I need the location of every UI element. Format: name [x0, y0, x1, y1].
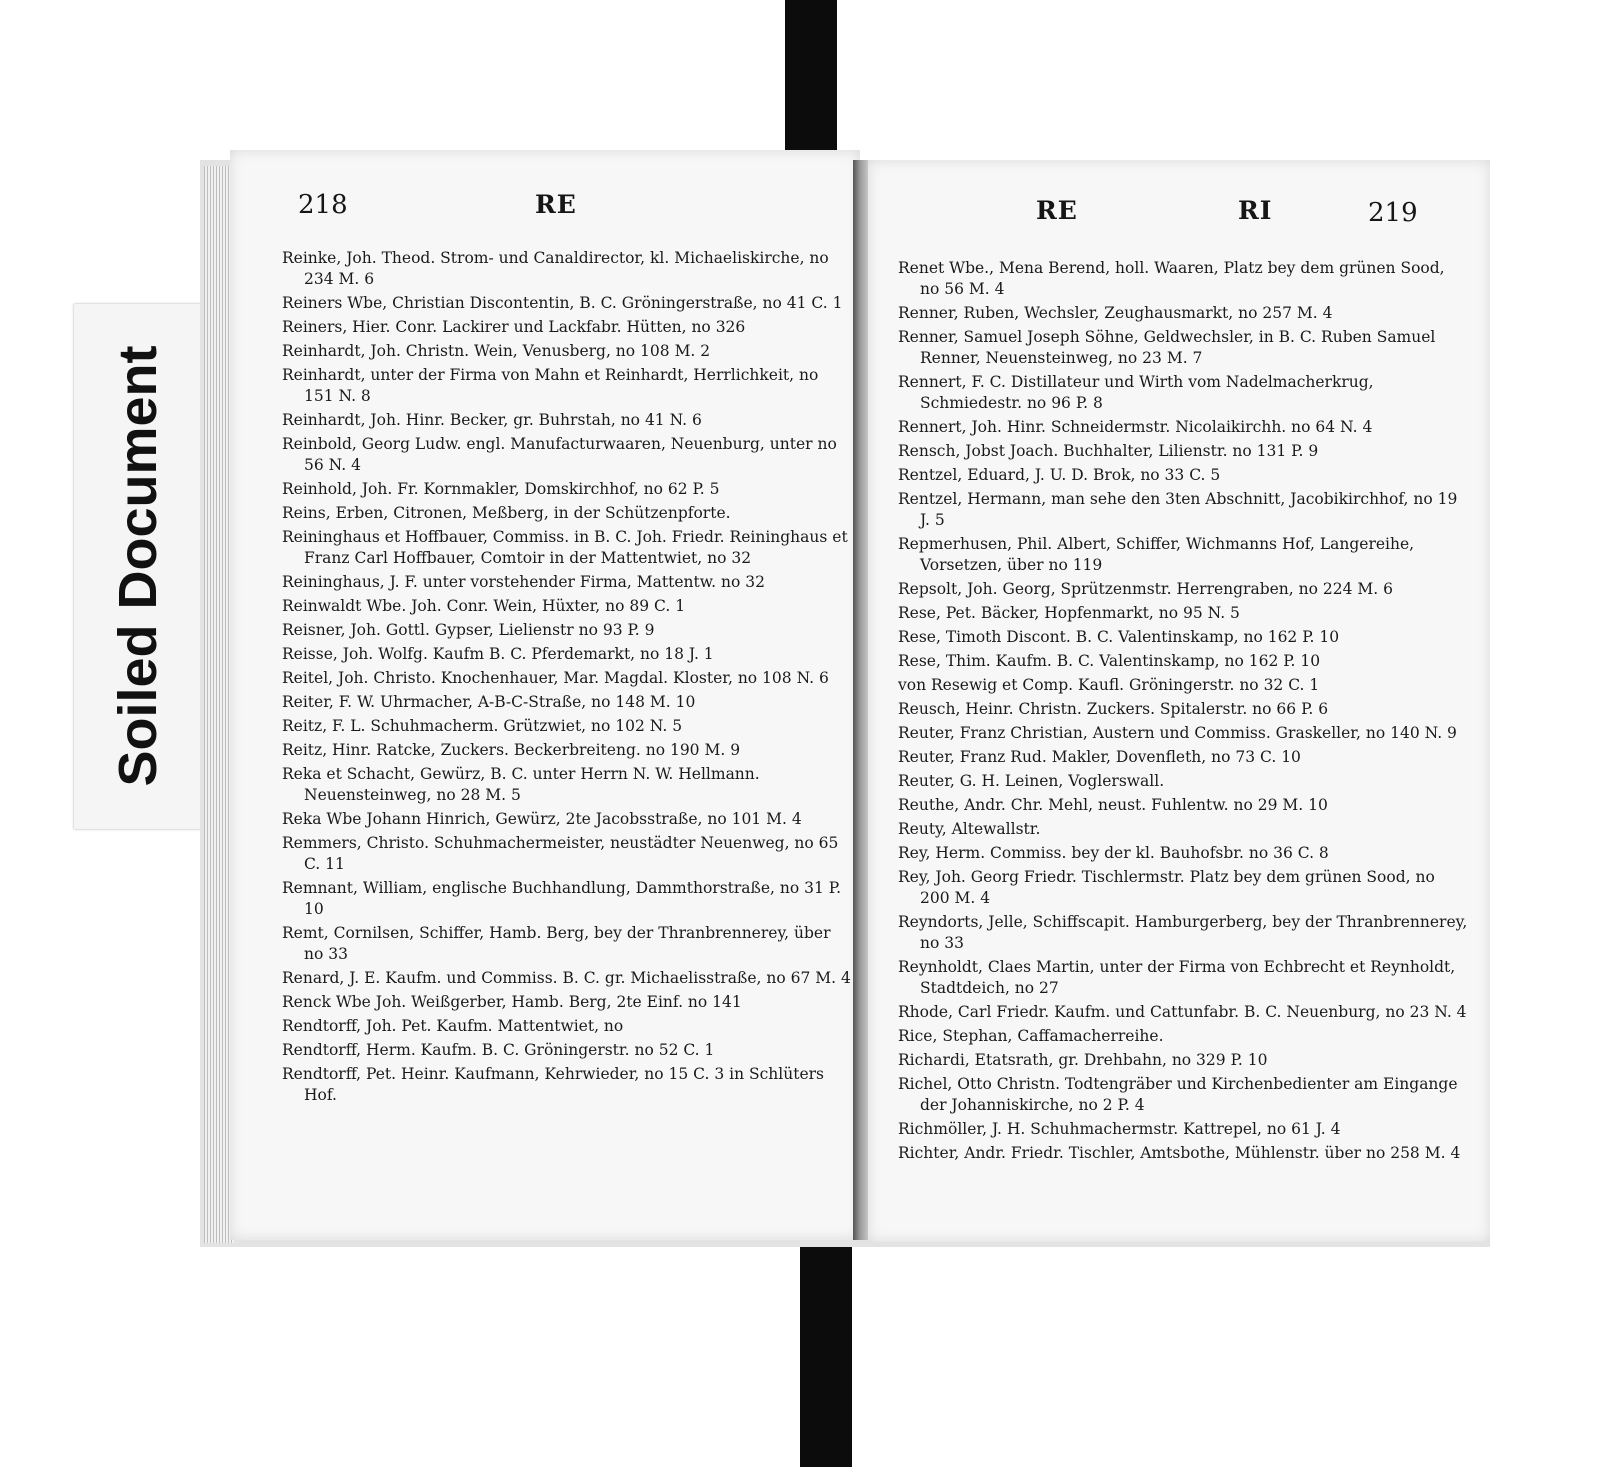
directory-entry: Remt, Cornilsen, Schiffer, Hamb. Berg, bey der Thranbrennerey, über no 33 — [282, 924, 831, 963]
directory-entry: Reitz, F. L. Schuhmacherm. Grützwiet, no 102 N. 5 — [282, 717, 683, 735]
directory-entry: Rese, Pet. Bäcker, Hopfenmarkt, no 95 N. 5 — [898, 604, 1240, 622]
directory-entry: Reka et Schacht, Gewürz, B. C. unter Herrn N. W. Hellmann. Neuensteinweg, no 28 M. 5 — [282, 765, 760, 804]
directory-entry: Reiners Wbe, Christian Discontentin, B. C. Gröningerstraße, no 41 C. 1 — [282, 294, 843, 312]
page-header-right-left: RE — [1036, 196, 1078, 225]
binding-strip-bottom — [800, 1222, 852, 1467]
directory-entry: Rennert, Joh. Hinr. Schneidermstr. Nicolaikirchh. no 64 N. 4 — [898, 418, 1373, 436]
directory-entry: Reuthe, Andr. Chr. Mehl, neust. Fuhlentw. no 29 M. 10 — [898, 796, 1328, 814]
directory-entry: Reuter, G. H. Leinen, Voglerswall. — [898, 772, 1165, 790]
directory-entry: Renet Wbe., Mena Berend, holl. Waaren, Platz bey dem grünen Sood, no 56 M. 4 — [898, 259, 1445, 298]
left-page — [230, 150, 860, 1240]
document-tag-label: Soiled Document — [108, 345, 168, 787]
directory-entry: Reiter, F. W. Uhrmacher, A-B-C-Straße, no 148 M. 10 — [282, 693, 696, 711]
directory-entry: Reinwaldt Wbe. Joh. Conr. Wein, Hüxter, no 89 C. 1 — [282, 597, 686, 615]
directory-entry: Reininghaus, J. F. unter vorstehender Firma, Mattentw. no 32 — [282, 573, 765, 591]
directory-entry: Reininghaus et Hoffbauer, Commiss. in B. C. Joh. Friedr. Reininghaus et Franz Carl Hoffbauer, Comtoir in der Mattentwiet, no 32 — [282, 528, 848, 567]
entry-list-left — [282, 248, 852, 1109]
directory-entry: Richardi, Etatsrath, gr. Drehbahn, no 329 P. 10 — [898, 1051, 1268, 1069]
entry-list-right — [898, 258, 1468, 1167]
directory-entry: Rentzel, Hermann, man sehe den 3ten Abschnitt, Jacobikirchhof, no 19 J. 5 — [898, 490, 1458, 529]
directory-entry: Renner, Ruben, Wechsler, Zeughausmarkt, no 257 M. 4 — [898, 304, 1333, 322]
directory-entry: Reisse, Joh. Wolfg. Kaufm B. C. Pferdemarkt, no 18 J. 1 — [282, 645, 714, 663]
directory-entry: Rendtorff, Herm. Kaufm. B. C. Gröningerstr. no 52 C. 1 — [282, 1041, 715, 1059]
directory-entry: Reynholdt, Claes Martin, unter der Firma von Echbrecht et Reynholdt, Stadtdeich, no 27 — [898, 958, 1456, 997]
directory-entry: Repmerhusen, Phil. Albert, Schiffer, Wichmanns Hof, Langereihe, Vorsetzen, über no 119 — [898, 535, 1415, 574]
directory-entry: Rendtorff, Joh. Pet. Kaufm. Mattentwiet, no — [282, 1017, 624, 1035]
directory-entry: Renck Wbe Joh. Weißgerber, Hamb. Berg, 2te Einf. no 141 — [282, 993, 742, 1011]
directory-entry: Rhode, Carl Friedr. Kaufm. und Cattunfabr. B. C. Neuenburg, no 23 N. 4 — [898, 1003, 1467, 1021]
directory-entry: Repsolt, Joh. Georg, Sprützenmstr. Herrengraben, no 224 M. 6 — [898, 580, 1393, 598]
page-header-right-right: RI — [1238, 196, 1273, 225]
page-header-left: RE — [535, 190, 577, 219]
right-page — [868, 160, 1490, 1242]
directory-entry: Reinhardt, unter der Firma von Mahn et Reinhardt, Herrlichkeit, no 151 N. 8 — [282, 366, 819, 405]
directory-entry: Rensch, Jobst Joach. Buchhalter, Lilienstr. no 131 P. 9 — [898, 442, 1319, 460]
directory-entry: Renner, Samuel Joseph Söhne, Geldwechsler, in B. C. Ruben Samuel Renner, Neuensteinweg, no 23 M. 7 — [898, 328, 1436, 367]
binding-strip-top — [785, 0, 837, 160]
page-number-right: 219 — [1368, 198, 1418, 228]
directory-entry: Reinhardt, Joh. Christn. Wein, Venusberg, no 108 M. 2 — [282, 342, 711, 360]
directory-entry: Rennert, F. C. Distillateur und Wirth vom Nadelmacherkrug, Schmiedestr. no 96 P. 8 — [898, 373, 1374, 412]
directory-entry: Rice, Stephan, Caffamacherreihe. — [898, 1027, 1164, 1045]
directory-entry: Reinhold, Joh. Fr. Kornmakler, Domskirchhof, no 62 P. 5 — [282, 480, 720, 498]
directory-entry: von Resewig et Comp. Kaufl. Gröningerstr. no 32 C. 1 — [898, 676, 1320, 694]
directory-entry: Remmers, Christo. Schuhmachermeister, neustädter Neuenweg, no 65 C. 11 — [282, 834, 839, 873]
directory-entry: Reuter, Franz Rud. Makler, Dovenfleth, no 73 C. 10 — [898, 748, 1301, 766]
directory-entry: Reisner, Joh. Gottl. Gypser, Lielienstr no 93 P. 9 — [282, 621, 655, 639]
directory-entry: Richel, Otto Christn. Todtengräber und Kirchenbedienter am Eingange der Johanniskirche, no 2 P. 4 — [898, 1075, 1458, 1114]
directory-entry: Rese, Thim. Kaufm. B. C. Valentinskamp, no 162 P. 10 — [898, 652, 1321, 670]
directory-entry: Rentzel, Eduard, J. U. D. Brok, no 33 C. 5 — [898, 466, 1221, 484]
directory-entry: Reuty, Altewallstr. — [898, 820, 1041, 838]
directory-entry: Richter, Andr. Friedr. Tischler, Amtsbothe, Mühlenstr. über no 258 M. 4 — [898, 1144, 1461, 1162]
directory-entry: Reka Wbe Johann Hinrich, Gewürz, 2te Jacobsstraße, no 101 M. 4 — [282, 810, 802, 828]
document-tag — [73, 303, 203, 830]
directory-entry: Rey, Herm. Commiss. bey der kl. Bauhofsbr. no 36 C. 8 — [898, 844, 1329, 862]
directory-entry: Reyndorts, Jelle, Schiffscapit. Hamburgerberg, bey der Thranbrennerey, no 33 — [898, 913, 1468, 952]
directory-entry: Rese, Timoth Discont. B. C. Valentinskamp, no 162 P. 10 — [898, 628, 1340, 646]
directory-entry: Renard, J. E. Kaufm. und Commiss. B. C. gr. Michaelisstraße, no 67 M. 4 — [282, 969, 851, 987]
directory-entry: Reitel, Joh. Christo. Knochenhauer, Mar. Magdal. Kloster, no 108 N. 6 — [282, 669, 829, 687]
directory-entry: Reitz, Hinr. Ratcke, Zuckers. Beckerbreiteng. no 190 M. 9 — [282, 741, 741, 759]
directory-entry: Reuter, Franz Christian, Austern und Commiss. Graskeller, no 140 N. 9 — [898, 724, 1457, 742]
directory-entry: Reiners, Hier. Conr. Lackirer und Lackfabr. Hütten, no 326 — [282, 318, 746, 336]
directory-entry: Rey, Joh. Georg Friedr. Tischlermstr. Platz bey dem grünen Sood, no 200 M. 4 — [898, 868, 1435, 907]
directory-entry: Reusch, Heinr. Christn. Zuckers. Spitalerstr. no 66 P. 6 — [898, 700, 1329, 718]
directory-entry: Reinbold, Georg Ludw. engl. Manufacturwaaren, Neuenburg, unter no 56 N. 4 — [282, 435, 837, 474]
directory-entry: Reinke, Joh. Theod. Strom- und Canaldirector, kl. Michaeliskirche, no 234 M. 6 — [282, 249, 829, 288]
directory-entry: Reinhardt, Joh. Hinr. Becker, gr. Buhrstah, no 41 N. 6 — [282, 411, 702, 429]
directory-entry: Rendtorff, Pet. Heinr. Kaufmann, Kehrwieder, no 15 C. 3 in Schlüters Hof. — [282, 1065, 824, 1104]
directory-entry: Remnant, William, englische Buchhandlung, Dammthorstraße, no 31 P. 10 — [282, 879, 842, 918]
page-number-left: 218 — [298, 190, 348, 220]
directory-entry: Richmöller, J. H. Schuhmachermstr. Kattrepel, no 61 J. 4 — [898, 1120, 1341, 1138]
directory-entry: Reins, Erben, Citronen, Meßberg, in der Schützenpforte. — [282, 504, 731, 522]
